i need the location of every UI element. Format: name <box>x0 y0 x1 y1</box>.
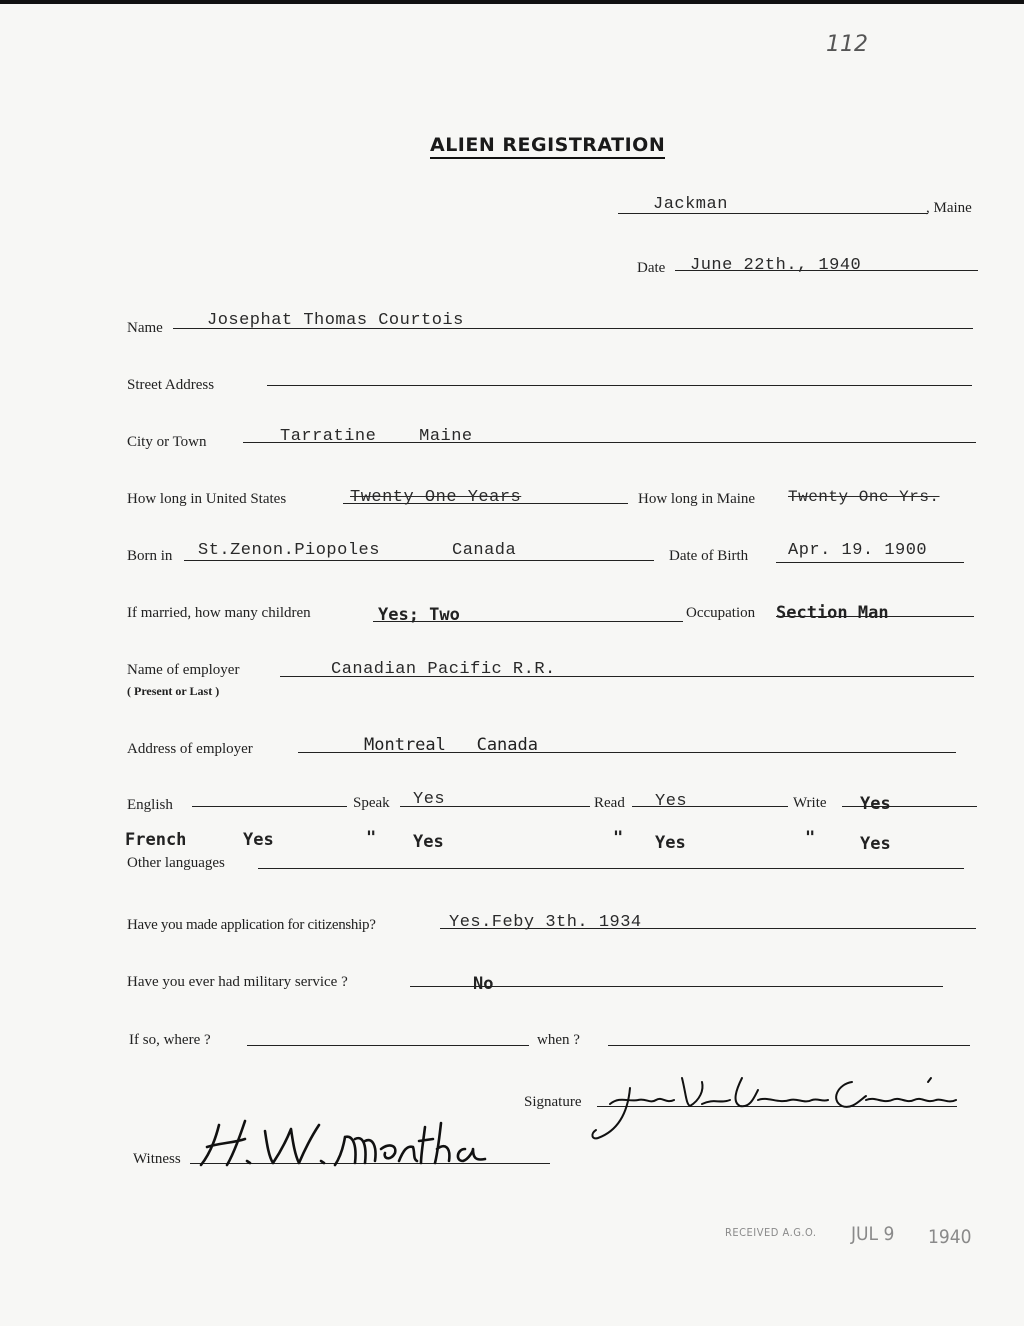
page-number: 112 <box>826 32 868 57</box>
dob-label: Date of Birth <box>669 548 749 564</box>
scan-top-edge <box>0 0 1024 4</box>
how-long-us-label: How long in United States <box>127 491 287 507</box>
ditto-read: " <box>613 828 624 848</box>
state-label: , Maine <box>926 200 972 216</box>
how-long-us-value: Twenty One Years <box>350 488 522 507</box>
born-place-value: St.Zenon.Piopoles <box>198 541 380 560</box>
form-title: ALIEN REGISTRATION <box>430 134 665 159</box>
english-speak-value: Yes <box>413 790 446 809</box>
military-label: Have you ever had military service ? <box>127 974 348 990</box>
french-value: Yes <box>243 830 274 850</box>
date-label: Date <box>637 260 666 276</box>
received-stamp-year: 1940 <box>928 1226 972 1248</box>
english-write-value: Yes <box>860 794 891 814</box>
name-label: Name <box>127 320 163 336</box>
other-languages-line <box>258 868 964 869</box>
born-line <box>184 560 654 561</box>
ditto-speak: " <box>366 828 377 848</box>
signature-label: Signature <box>524 1094 582 1110</box>
ditto-write: " <box>805 828 816 848</box>
town-value: Jackman <box>653 195 728 214</box>
french-write-value: Yes <box>860 834 891 854</box>
occupation-value: Section Man <box>776 603 889 623</box>
how-long-maine-label: How long in Maine <box>638 491 756 507</box>
military-when-label: when ? <box>537 1032 580 1048</box>
speak-label: Speak <box>353 795 390 811</box>
children-label: If married, how many children <box>127 605 311 621</box>
street-label: Street Address <box>127 377 215 393</box>
french-read-value: Yes <box>655 833 686 853</box>
date-value: June 22th., 1940 <box>690 256 862 275</box>
children-value: Yes; Two <box>378 605 460 625</box>
citizenship-value: Yes.Feby 3th. 1934 <box>449 913 642 932</box>
employer-label: Name of employer <box>127 662 240 678</box>
military-when-line <box>608 1045 970 1046</box>
employer-address-value: Montreal Canada <box>364 735 538 755</box>
employer-address-label: Address of employer <box>127 741 253 757</box>
how-long-maine-value: Twenty One Yrs. <box>788 488 940 506</box>
dob-value: Apr. 19. 1900 <box>788 541 928 560</box>
employer-value: Canadian Pacific R.R. <box>331 660 556 679</box>
dob-line <box>776 562 964 563</box>
military-where-line <box>247 1045 529 1046</box>
born-country-value: Canada <box>452 541 517 560</box>
other-languages-label: Other languages <box>127 855 225 871</box>
english-read-value: Yes <box>655 792 688 811</box>
english-line <box>192 806 347 807</box>
signature-handwriting <box>590 1060 970 1150</box>
read-label: Read <box>594 795 625 811</box>
witness-label: Witness <box>133 1151 181 1167</box>
received-stamp-text: RECEIVED A.G.O. <box>725 1226 817 1239</box>
city-label: City or Town <box>127 434 207 450</box>
city-value: Tarratine Maine <box>280 427 473 446</box>
french-label: French <box>125 830 187 850</box>
military-value: No <box>473 974 494 994</box>
french-speak-value: Yes <box>413 832 444 852</box>
witness-handwriting <box>195 1115 515 1175</box>
write-label: Write <box>793 795 827 811</box>
occupation-label: Occupation <box>686 605 756 621</box>
english-label: English <box>127 797 173 813</box>
street-line <box>267 385 972 386</box>
born-label: Born in <box>127 548 173 564</box>
received-stamp-date: JUL 9 <box>851 1223 895 1245</box>
citizenship-label: Have you made application for citizenship? <box>127 917 376 933</box>
name-value: Josephat Thomas Courtois <box>207 311 464 330</box>
military-where-label: If so, where ? <box>129 1032 211 1048</box>
employer-sub-label: ( Present or Last ) <box>127 684 220 698</box>
